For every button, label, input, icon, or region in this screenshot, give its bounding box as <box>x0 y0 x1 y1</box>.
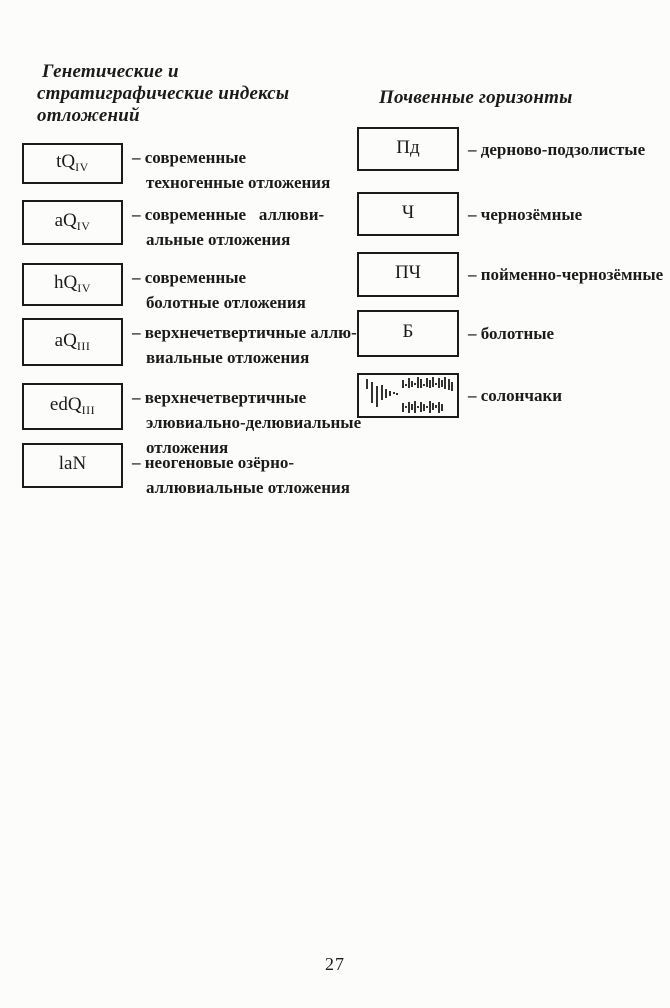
legend-description: – дерново-подзолистые <box>468 139 646 159</box>
symbol-box <box>22 318 123 366</box>
solonchak-pattern-icon <box>359 375 457 416</box>
symbol-box <box>357 310 459 357</box>
symbol-label: laN <box>58 453 87 474</box>
symbol-label: $aQ_{III}$ <box>54 329 91 353</box>
legend-description: – пойменно-чернозёмные <box>468 265 664 284</box>
symbol-box <box>22 200 123 245</box>
legend-description: – верхнечетвертичные элювиально-делювиальные отложения <box>132 388 362 457</box>
legend-description: – неогеновые озёрно- аллювиальные отложения <box>132 453 350 497</box>
symbol-box <box>357 127 459 171</box>
legend-description: – солончаки <box>468 386 563 405</box>
symbol-box <box>22 263 123 306</box>
scan-border-gap <box>381 353 398 355</box>
symbol-subscript: IV <box>77 281 91 295</box>
legend-row <box>357 252 670 297</box>
symbol-box <box>357 373 459 418</box>
symbol-box <box>22 383 123 430</box>
symbol-subscript: III <box>76 338 91 353</box>
symbol-label: Ч <box>401 201 415 223</box>
symbol-label: $hQ_{IV}$ <box>54 272 91 295</box>
legend-row <box>22 443 431 500</box>
soils-section-title: Почвенные горизонты <box>379 87 573 108</box>
symbol-subscript: III <box>81 403 96 417</box>
deposits-section-title: Генетические и стратиграфические индексы отложений <box>37 61 290 126</box>
legend-description: – чернозёмные <box>468 204 583 224</box>
legend-description: – верхнечетвертичные аллю- виальные отложения <box>132 323 357 367</box>
symbol-subscript: IV <box>76 219 91 233</box>
symbol-box <box>357 252 459 297</box>
legend-description: – современные болотные отложения <box>132 268 306 312</box>
page-number: 27 <box>325 954 345 974</box>
symbol-label: ПЧ <box>394 262 422 283</box>
legend-row <box>357 127 670 171</box>
symbol-box <box>357 192 459 236</box>
symbol-label: $aQ_{IV}$ <box>54 210 91 233</box>
symbol-subscript: IV <box>75 160 89 174</box>
legend-row <box>357 310 670 357</box>
symbol-box <box>22 143 123 184</box>
symbol-label: edQ$_{III}$ <box>49 394 96 417</box>
legend-row <box>357 192 670 236</box>
symbol-label: Б <box>402 321 414 342</box>
symbol-label: Пд <box>396 136 420 158</box>
symbol-label: $tQ_{IV}$ <box>56 151 89 174</box>
symbol-box <box>22 443 123 488</box>
legend-description: – современные аллюви- альные отложения <box>132 205 325 249</box>
legend-description: – болотные <box>468 324 555 343</box>
legend-description: – современные техногенные отложения <box>132 148 331 192</box>
legend-row <box>357 373 670 418</box>
